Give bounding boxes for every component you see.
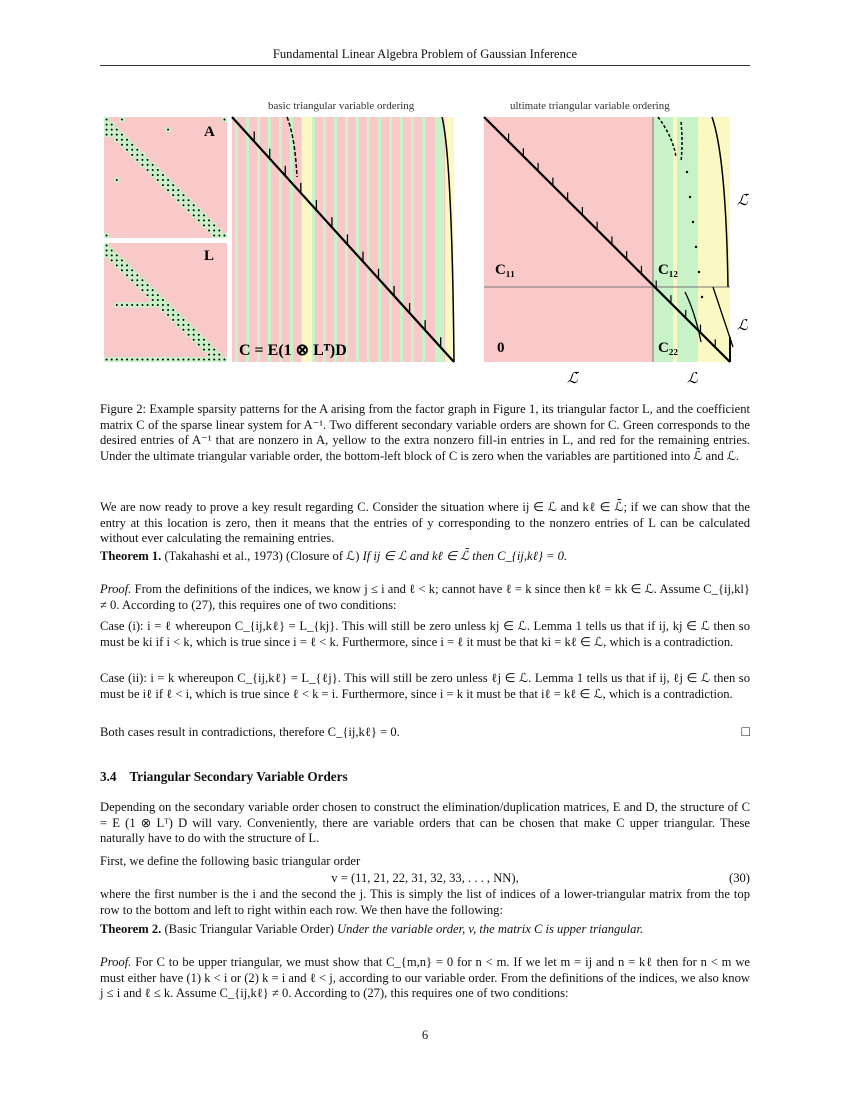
matrix-background	[484, 117, 653, 362]
nonzero-dot	[177, 319, 179, 321]
nonzero-dot	[198, 344, 200, 346]
nonzero-dot	[172, 359, 174, 361]
nonzero-dot	[147, 284, 149, 286]
nonzero-dot	[147, 164, 149, 166]
nonzero-dot	[126, 269, 128, 271]
figure-caption: Figure 2: Example sparsity patterns for the A arising from the factor graph in Figure 1, its triangular factor L, and the coefficient matrix C of the sparse linear system for A⁻¹. Two different secondary variable orders are shown for C. Green corresponds to the desired entries of A⁻¹ that are nonzero in A, yellow to the extra nonzero fill-in entries in L, and red for the remaining entries. Under the ultimate triangular variable order, the bottom-left block of C is zero when the variables are partitioned into ℒ̄ and ℒ.	[100, 402, 750, 463]
section-heading	[100, 769, 750, 785]
nonzero-dot	[131, 304, 133, 306]
nonzero-dot	[198, 214, 200, 216]
paragraph-key-result: We are now ready to prove a key result regarding C. Consider the situation where ij ∈ ℒ and kℓ ∈ ℒ̄; if we can show that the entry at this location is zero, then it means that the entries of y corresponding to the nonzero entries of L can be calculated without ever calculating the remaining entries.	[100, 500, 750, 546]
nonzero-dot	[177, 189, 179, 191]
nonzero-dot	[218, 359, 220, 361]
nonzero-dot	[223, 234, 225, 236]
nonzero-dot	[121, 359, 123, 361]
nonzero-dot	[126, 144, 128, 146]
nonzero-dot	[111, 259, 113, 261]
equation-body: v = (11, 21, 22, 31, 32, 33, . . . , NN),	[331, 871, 519, 885]
proof-1-intro-text: From the definitions of the indices, we know j ≤ i and ℓ < k; cannot have ℓ = k since then kℓ = kk ∈ ℒ. Assume C_{ij,kl} ≠ 0. According to (27), this requires one of two conditions:	[100, 582, 750, 612]
nonzero-dot	[131, 359, 133, 361]
nonzero-dot	[121, 134, 123, 136]
green-column	[312, 117, 315, 362]
panel-L-label: L	[204, 248, 215, 264]
nonzero-dot	[121, 119, 123, 121]
nonzero-dot	[686, 171, 688, 173]
proof-1-case-2: Case (ii): i = k whereupon C_{ij,kℓ} = L_{ℓj}. This will still be zero unless ℓj ∈ ℒ. Lemma 1 tells us that if ij, ℓj ∈ ℒ then so must be iℓ if ℓ < i, which is true since ℓ < k = i. Furthermore, since i = k it must be that iℓ = kℓ ∈ ℒ, which is a contradiction.	[100, 671, 750, 701]
nonzero-dot	[141, 359, 143, 361]
nonzero-dot	[126, 264, 128, 266]
theorem-1	[100, 549, 750, 565]
nonzero-dot	[157, 359, 159, 361]
block-C12-label: C₁₂	[658, 262, 678, 278]
nonzero-dot	[121, 259, 123, 261]
nonzero-dot	[172, 314, 174, 316]
nonzero-dot	[203, 339, 205, 341]
green-column	[279, 117, 282, 362]
nonzero-dot	[162, 179, 164, 181]
nonzero-dot	[111, 254, 113, 256]
nonzero-dot	[213, 359, 215, 361]
nonzero-dot	[111, 134, 113, 136]
nonzero-dot	[188, 199, 190, 201]
panel-C-formula: C = E(1 ⊗ Lᵀ)D	[239, 342, 347, 359]
proof-1-conclusion-text: Both cases result in contradictions, therefore C_{ij,kℓ} = 0.	[100, 725, 400, 739]
nonzero-dot	[111, 124, 113, 126]
proof-2-label: Proof.	[100, 955, 132, 969]
nonzero-dot	[162, 184, 164, 186]
proof-2-text: For C to be upper triangular, we must show that C_{m,n} = 0 for n < m. If we let m = ij and n = kℓ then for n < m we must either have (1) k < i or (2) k = i and ℓ < j, according to our variable order. From the definitions of the indices, we also know j ≤ i and ℓ ≤ k. Assume C_{ij,kℓ} ≠ 0. According to (27), this requires one of two conditions:	[100, 955, 750, 1001]
nonzero-dot	[198, 359, 200, 361]
nonzero-dot	[198, 209, 200, 211]
paragraph-secondary-orders: Depending on the secondary variable order chosen to construct the elimination/duplication matrices, E and D, the structure of C = E (1 ⊗ Lᵀ) D will vary. Conveniently, there are variable orders that can be chosen that make C upper triangular. These naturally have to do with the structure of L.	[100, 800, 750, 846]
nonzero-dot	[695, 246, 697, 248]
nonzero-dot	[177, 199, 179, 201]
nonzero-dot	[157, 179, 159, 181]
green-column	[378, 117, 381, 362]
nonzero-dot	[692, 221, 694, 223]
nonzero-dot	[193, 339, 195, 341]
nonzero-dot	[182, 204, 184, 206]
nonzero-dot	[126, 359, 128, 361]
nonzero-dot	[162, 304, 164, 306]
green-column	[435, 117, 444, 362]
nonzero-dot	[162, 299, 164, 301]
nonzero-dot	[152, 304, 154, 306]
green-column	[400, 117, 403, 362]
nonzero-dot	[182, 199, 184, 201]
proof-1-case-1: Case (i): i = ℓ whereupon C_{ij,kℓ} = L_{kj}. This will still be zero unless kj ∈ ℒ. Lemma 1 tells us that if ij, kj ∈ ℒ then so must be ki if i < k, which is true since i = ℓ < k. Furthermore, since i = ℓ it must be that ki = kℓ ∈ ℒ, which is a contradiction.	[100, 619, 750, 649]
nonzero-dot	[106, 129, 108, 131]
nonzero-dot	[126, 304, 128, 306]
bottom-Lbar-label: ℒ̄	[567, 371, 578, 387]
nonzero-dot	[213, 234, 215, 236]
nonzero-dot	[111, 129, 113, 131]
nonzero-dot	[152, 174, 154, 176]
green-column	[290, 117, 293, 362]
nonzero-dot	[198, 219, 200, 221]
theorem-1-label: Theorem 1.	[100, 549, 162, 563]
nonzero-dot	[208, 359, 210, 361]
nonzero-dot	[208, 224, 210, 226]
nonzero-dot	[116, 359, 118, 361]
nonzero-dot	[182, 194, 184, 196]
nonzero-dot	[203, 224, 205, 226]
nonzero-dot	[167, 314, 169, 316]
nonzero-dot	[111, 359, 113, 361]
nonzero-dot	[147, 159, 149, 161]
nonzero-dot	[208, 229, 210, 231]
nonzero-dot	[147, 304, 149, 306]
nonzero-dot	[223, 119, 225, 121]
nonzero-dot	[203, 214, 205, 216]
nonzero-dot	[177, 194, 179, 196]
nonzero-dot	[116, 129, 118, 131]
nonzero-dot	[162, 174, 164, 176]
qed-symbol: □	[741, 725, 750, 740]
nonzero-dot	[188, 324, 190, 326]
nonzero-dot	[213, 354, 215, 356]
nonzero-dot	[193, 334, 195, 336]
green-column	[334, 117, 337, 362]
nonzero-dot	[198, 334, 200, 336]
nonzero-dot	[136, 304, 138, 306]
nonzero-dot	[218, 354, 220, 356]
nonzero-dot	[147, 294, 149, 296]
nonzero-dot	[172, 309, 174, 311]
nonzero-dot	[121, 269, 123, 271]
nonzero-dot	[141, 279, 143, 281]
nonzero-dot	[689, 196, 691, 198]
nonzero-dot	[126, 139, 128, 141]
nonzero-dot	[157, 174, 159, 176]
nonzero-dot	[162, 359, 164, 361]
theorem-1-statement: If ij ∈ ℒ and kℓ ∈ ℒ̄ then C_{ij,kℓ} = 0.	[362, 549, 568, 563]
nonzero-dot	[203, 359, 205, 361]
proof-1-conclusion	[100, 725, 750, 741]
sparsity-figure	[0, 0, 850, 395]
nonzero-dot	[111, 249, 113, 251]
nonzero-dot	[223, 359, 225, 361]
nonzero-dot	[193, 209, 195, 211]
nonzero-dot	[121, 304, 123, 306]
nonzero-dot	[152, 169, 154, 171]
green-column	[257, 117, 260, 362]
nonzero-dot	[116, 304, 118, 306]
nonzero-dot	[131, 269, 133, 271]
nonzero-dot	[193, 359, 195, 361]
nonzero-dot	[106, 244, 108, 246]
nonzero-dot	[218, 234, 220, 236]
nonzero-dot	[136, 159, 138, 161]
proof-1-label: Proof.	[100, 582, 132, 596]
paragraph-order-explanation: where the first number is the i and the second the j. This is simply the list of indices of a lower-triangular matrix from the top row to the bottom and left to right within each row. We then have the following:	[100, 887, 750, 917]
block-zero-label: 0	[497, 340, 505, 356]
nonzero-dot	[193, 204, 195, 206]
nonzero-dot	[136, 149, 138, 151]
nonzero-dot	[182, 319, 184, 321]
theorem-1-cite: (Takahashi et al., 1973) (Closure of ℒ)	[164, 549, 360, 563]
green-column	[389, 117, 392, 362]
nonzero-dot	[182, 324, 184, 326]
nonzero-dot	[172, 189, 174, 191]
nonzero-dot	[116, 139, 118, 141]
page-number: 6	[421, 1028, 429, 1042]
nonzero-dot	[157, 294, 159, 296]
nonzero-dot	[188, 359, 190, 361]
nonzero-dot	[167, 184, 169, 186]
nonzero-dot	[152, 164, 154, 166]
nonzero-dot	[116, 254, 118, 256]
nonzero-dot	[157, 304, 159, 306]
nonzero-dot	[131, 144, 133, 146]
equation-number: (30)	[729, 871, 750, 885]
nonzero-dot	[188, 329, 190, 331]
nonzero-dot	[116, 179, 118, 181]
nonzero-dot	[188, 204, 190, 206]
section-title: Triangular Secondary Variable Orders	[129, 769, 348, 784]
nonzero-dot	[172, 319, 174, 321]
green-column	[411, 117, 414, 362]
nonzero-dot	[106, 249, 108, 251]
nonzero-dot	[182, 359, 184, 361]
nonzero-dot	[162, 309, 164, 311]
green-column	[235, 117, 238, 362]
nonzero-dot	[152, 289, 154, 291]
nonzero-dot	[208, 219, 210, 221]
nonzero-dot	[141, 284, 143, 286]
nonzero-dot	[177, 359, 179, 361]
nonzero-dot	[131, 279, 133, 281]
nonzero-dot	[203, 349, 205, 351]
nonzero-dot	[208, 344, 210, 346]
nonzero-dot	[198, 339, 200, 341]
label-basic-ordering: basic triangular variable ordering	[268, 100, 415, 112]
nonzero-dot	[141, 304, 143, 306]
nonzero-dot	[121, 264, 123, 266]
block-C11-label: C₁₁	[495, 262, 515, 278]
theorem-2-label: Theorem 2.	[100, 922, 162, 936]
label-ultimate-ordering: ultimate triangular variable ordering	[510, 100, 670, 112]
matrix-C-ultimate-panel	[484, 117, 733, 362]
nonzero-dot	[698, 271, 700, 273]
nonzero-dot	[157, 299, 159, 301]
section-number: 3.4	[100, 769, 117, 784]
panel-A-label: A	[204, 124, 215, 140]
nonzero-dot	[167, 189, 169, 191]
side-L-label: ℒ	[737, 318, 748, 334]
nonzero-dot	[136, 154, 138, 156]
nonzero-dot	[147, 359, 149, 361]
block-C22-label: C₂₂	[658, 340, 678, 356]
nonzero-dot	[218, 229, 220, 231]
nonzero-dot	[167, 129, 169, 131]
nonzero-dot	[701, 296, 703, 298]
nonzero-dot	[116, 134, 118, 136]
proof-2	[100, 955, 750, 1002]
nonzero-dot	[193, 214, 195, 216]
nonzero-dot	[208, 349, 210, 351]
nonzero-dot	[172, 194, 174, 196]
nonzero-dot	[136, 274, 138, 276]
nonzero-dot	[167, 359, 169, 361]
green-column	[246, 117, 249, 362]
nonzero-dot	[203, 219, 205, 221]
green-column	[356, 117, 359, 362]
theorem-2-cite: (Basic Triangular Variable Order)	[164, 922, 334, 936]
theorem-2	[100, 922, 750, 938]
nonzero-dot	[188, 334, 190, 336]
nonzero-dot	[116, 264, 118, 266]
green-column	[323, 117, 326, 362]
theorem-2-statement: Under the variable order, v, the matrix C is upper triangular.	[337, 922, 644, 936]
yellow-column	[302, 117, 312, 362]
nonzero-dot	[106, 359, 108, 361]
nonzero-dot	[121, 139, 123, 141]
nonzero-dot	[213, 349, 215, 351]
nonzero-dot	[106, 254, 108, 256]
nonzero-dot	[157, 169, 159, 171]
nonzero-dot	[203, 344, 205, 346]
nonzero-dot	[136, 359, 138, 361]
nonzero-dot	[152, 359, 154, 361]
nonzero-dot	[147, 169, 149, 171]
nonzero-dot	[167, 179, 169, 181]
paragraph-basic-order: First, we define the following basic triangular order	[100, 854, 361, 868]
nonzero-dot	[182, 329, 184, 331]
green-column	[367, 117, 370, 362]
nonzero-dot	[136, 284, 138, 286]
nonzero-dot	[131, 274, 133, 276]
nonzero-dot	[147, 289, 149, 291]
proof-1-intro	[100, 582, 750, 613]
nonzero-dot	[136, 279, 138, 281]
nonzero-dot	[126, 149, 128, 151]
nonzero-dot	[106, 124, 108, 126]
nonzero-dot	[193, 329, 195, 331]
nonzero-dot	[172, 184, 174, 186]
nonzero-dot	[141, 154, 143, 156]
nonzero-dot	[121, 144, 123, 146]
nonzero-dot	[126, 274, 128, 276]
nonzero-dot	[208, 354, 210, 356]
nonzero-dot	[131, 149, 133, 151]
nonzero-dot	[106, 119, 108, 121]
nonzero-dot	[141, 164, 143, 166]
matrix-C-basic-panel	[232, 117, 454, 362]
side-Lbar-label: ℒ̄	[737, 193, 748, 209]
bottom-L-label: ℒ	[687, 371, 698, 387]
nonzero-dot	[213, 229, 215, 231]
nonzero-dot	[213, 224, 215, 226]
nonzero-dot	[116, 259, 118, 261]
nonzero-dot	[141, 159, 143, 161]
nonzero-dot	[106, 134, 108, 136]
nonzero-dot	[131, 154, 133, 156]
nonzero-dot	[167, 304, 169, 306]
nonzero-dot	[177, 314, 179, 316]
nonzero-dot	[188, 209, 190, 211]
nonzero-dot	[167, 309, 169, 311]
nonzero-dot	[152, 294, 154, 296]
nonzero-dot	[141, 289, 143, 291]
nonzero-dot	[177, 324, 179, 326]
nonzero-dot	[152, 299, 154, 301]
nonzero-dot	[106, 234, 108, 236]
running-header: Fundamental Linear Algebra Problem of Gaussian Inference	[272, 47, 578, 61]
